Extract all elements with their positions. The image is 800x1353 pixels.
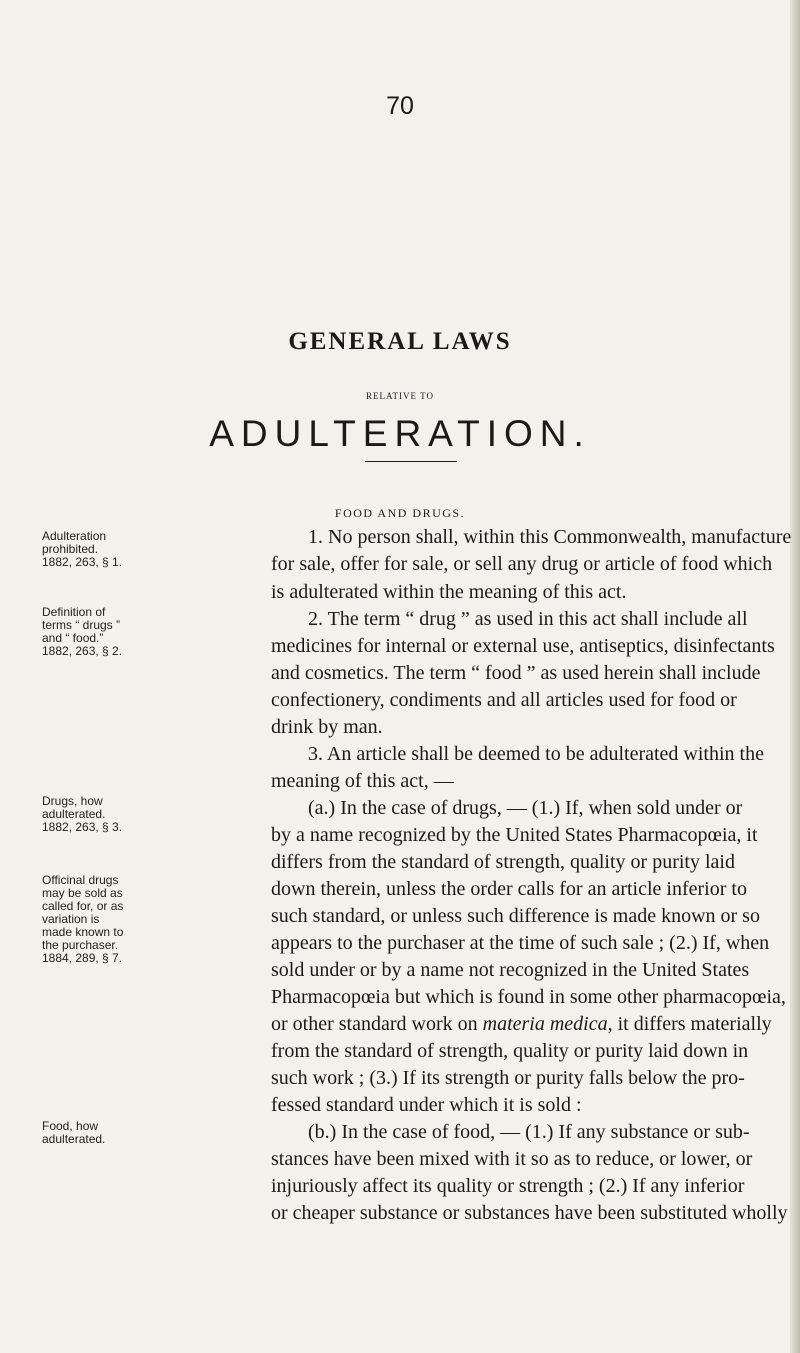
margin-note-line: Adulteration bbox=[42, 529, 107, 543]
body-line: sold under or by a name not recognized in the United States bbox=[271, 959, 750, 981]
body-line: or cheaper substance or substances have been substituted wholly bbox=[271, 1202, 788, 1224]
margin-note-line: 1882, 263, § 3. bbox=[42, 820, 123, 834]
margin-note-line: Drugs, how bbox=[42, 794, 103, 808]
margin-note-line: adulterated. bbox=[42, 807, 106, 821]
body-line: for sale, offer for sale, or sell any drug or article of food which bbox=[271, 553, 773, 575]
margin-note-line: Officinal drugs bbox=[42, 873, 119, 887]
page-number: 70 bbox=[386, 92, 414, 120]
body-line: medicines for internal or external use, antiseptics, disinfectants bbox=[271, 635, 775, 657]
body-line: Pharmacopœia but which is found in some other pharmacopœia, bbox=[271, 986, 786, 1008]
margin-note-line: Definition of bbox=[42, 605, 106, 619]
margin-note-line: made known to bbox=[42, 925, 124, 939]
body-line: drink by man. bbox=[271, 716, 383, 738]
margin-note-line: 1882, 263, § 1. bbox=[42, 555, 123, 569]
relative-to: RELATIVE TO bbox=[366, 391, 434, 401]
margin-note-line: may be sold as bbox=[42, 886, 123, 900]
body-line: stances have been mixed with it so as to reduce, or lower, or bbox=[271, 1148, 753, 1170]
body-line: 1. No person shall, within this Commonwealth, manufacture bbox=[308, 526, 792, 548]
margin-note bbox=[42, 606, 138, 658]
margin-note bbox=[42, 874, 138, 965]
divider-rule bbox=[365, 461, 457, 462]
margin-note-line: variation is bbox=[42, 912, 100, 926]
margin-note-line: the purchaser. bbox=[42, 938, 119, 952]
body-line: is adulterated within the meaning of this act. bbox=[271, 581, 627, 603]
margin-note-line: terms “ drugs ” bbox=[42, 618, 121, 632]
body-line: or other standard work on materia medica, it differs materially bbox=[271, 1013, 772, 1035]
body-line: (a.) In the case of drugs, — (1.) If, when sold under or bbox=[308, 797, 743, 819]
section-heading: FOOD AND DRUGS. bbox=[334, 506, 466, 520]
italic-term: materia medica bbox=[482, 1013, 608, 1035]
margin-note-line: adulterated. bbox=[42, 1132, 106, 1146]
body-line: (b.) In the case of food, — (1.) If any substance or sub- bbox=[308, 1121, 750, 1143]
subject-heading: ADULTERATION. bbox=[209, 413, 591, 454]
body-line: confectionery, condiments and all articles used for food or bbox=[271, 689, 737, 711]
margin-note bbox=[42, 1120, 138, 1146]
margin-note-line: called for, or as bbox=[42, 899, 124, 913]
margin-note-line: prohibited. bbox=[42, 542, 99, 556]
body-line: by a name recognized by the United States Pharmacopœia, it bbox=[271, 824, 758, 846]
body-line: meaning of this act, — bbox=[271, 770, 454, 792]
body-line: fessed standard under which it is sold : bbox=[271, 1094, 582, 1116]
margin-note bbox=[42, 530, 138, 569]
margin-note-line: and “ food.” bbox=[42, 631, 104, 645]
body-line: such work ; (3.) If its strength or purity falls below the pro- bbox=[271, 1067, 745, 1089]
body-line: appears to the purchaser at the time of such sale ; (2.) If, when bbox=[271, 932, 770, 954]
margin-note bbox=[42, 795, 138, 834]
body-line: 3. An article shall be deemed to be adulterated within the bbox=[308, 743, 764, 765]
body-line: and cosmetics. The term “ food ” as used herein shall include bbox=[271, 662, 761, 684]
body-line: injuriously affect its quality or strength ; (2.) If any inferior bbox=[271, 1175, 745, 1197]
body-line: such standard, or unless such difference is made known or so bbox=[271, 905, 760, 927]
margin-note-line: 1882, 263, § 2. bbox=[42, 644, 123, 658]
title: GENERAL LAWS bbox=[288, 328, 512, 355]
margin-note-line: Food, how bbox=[42, 1119, 99, 1133]
body-line: 2. The term “ drug ” as used in this act shall include all bbox=[308, 608, 748, 630]
margin-note-line: 1884, 289, § 7. bbox=[42, 951, 123, 965]
body-line: differs from the standard of strength, quality or purity laid bbox=[271, 851, 735, 873]
body-line: from the standard of strength, quality or purity laid down in bbox=[271, 1040, 749, 1062]
body-line: down therein, unless the order calls for an article inferior to bbox=[271, 878, 747, 900]
